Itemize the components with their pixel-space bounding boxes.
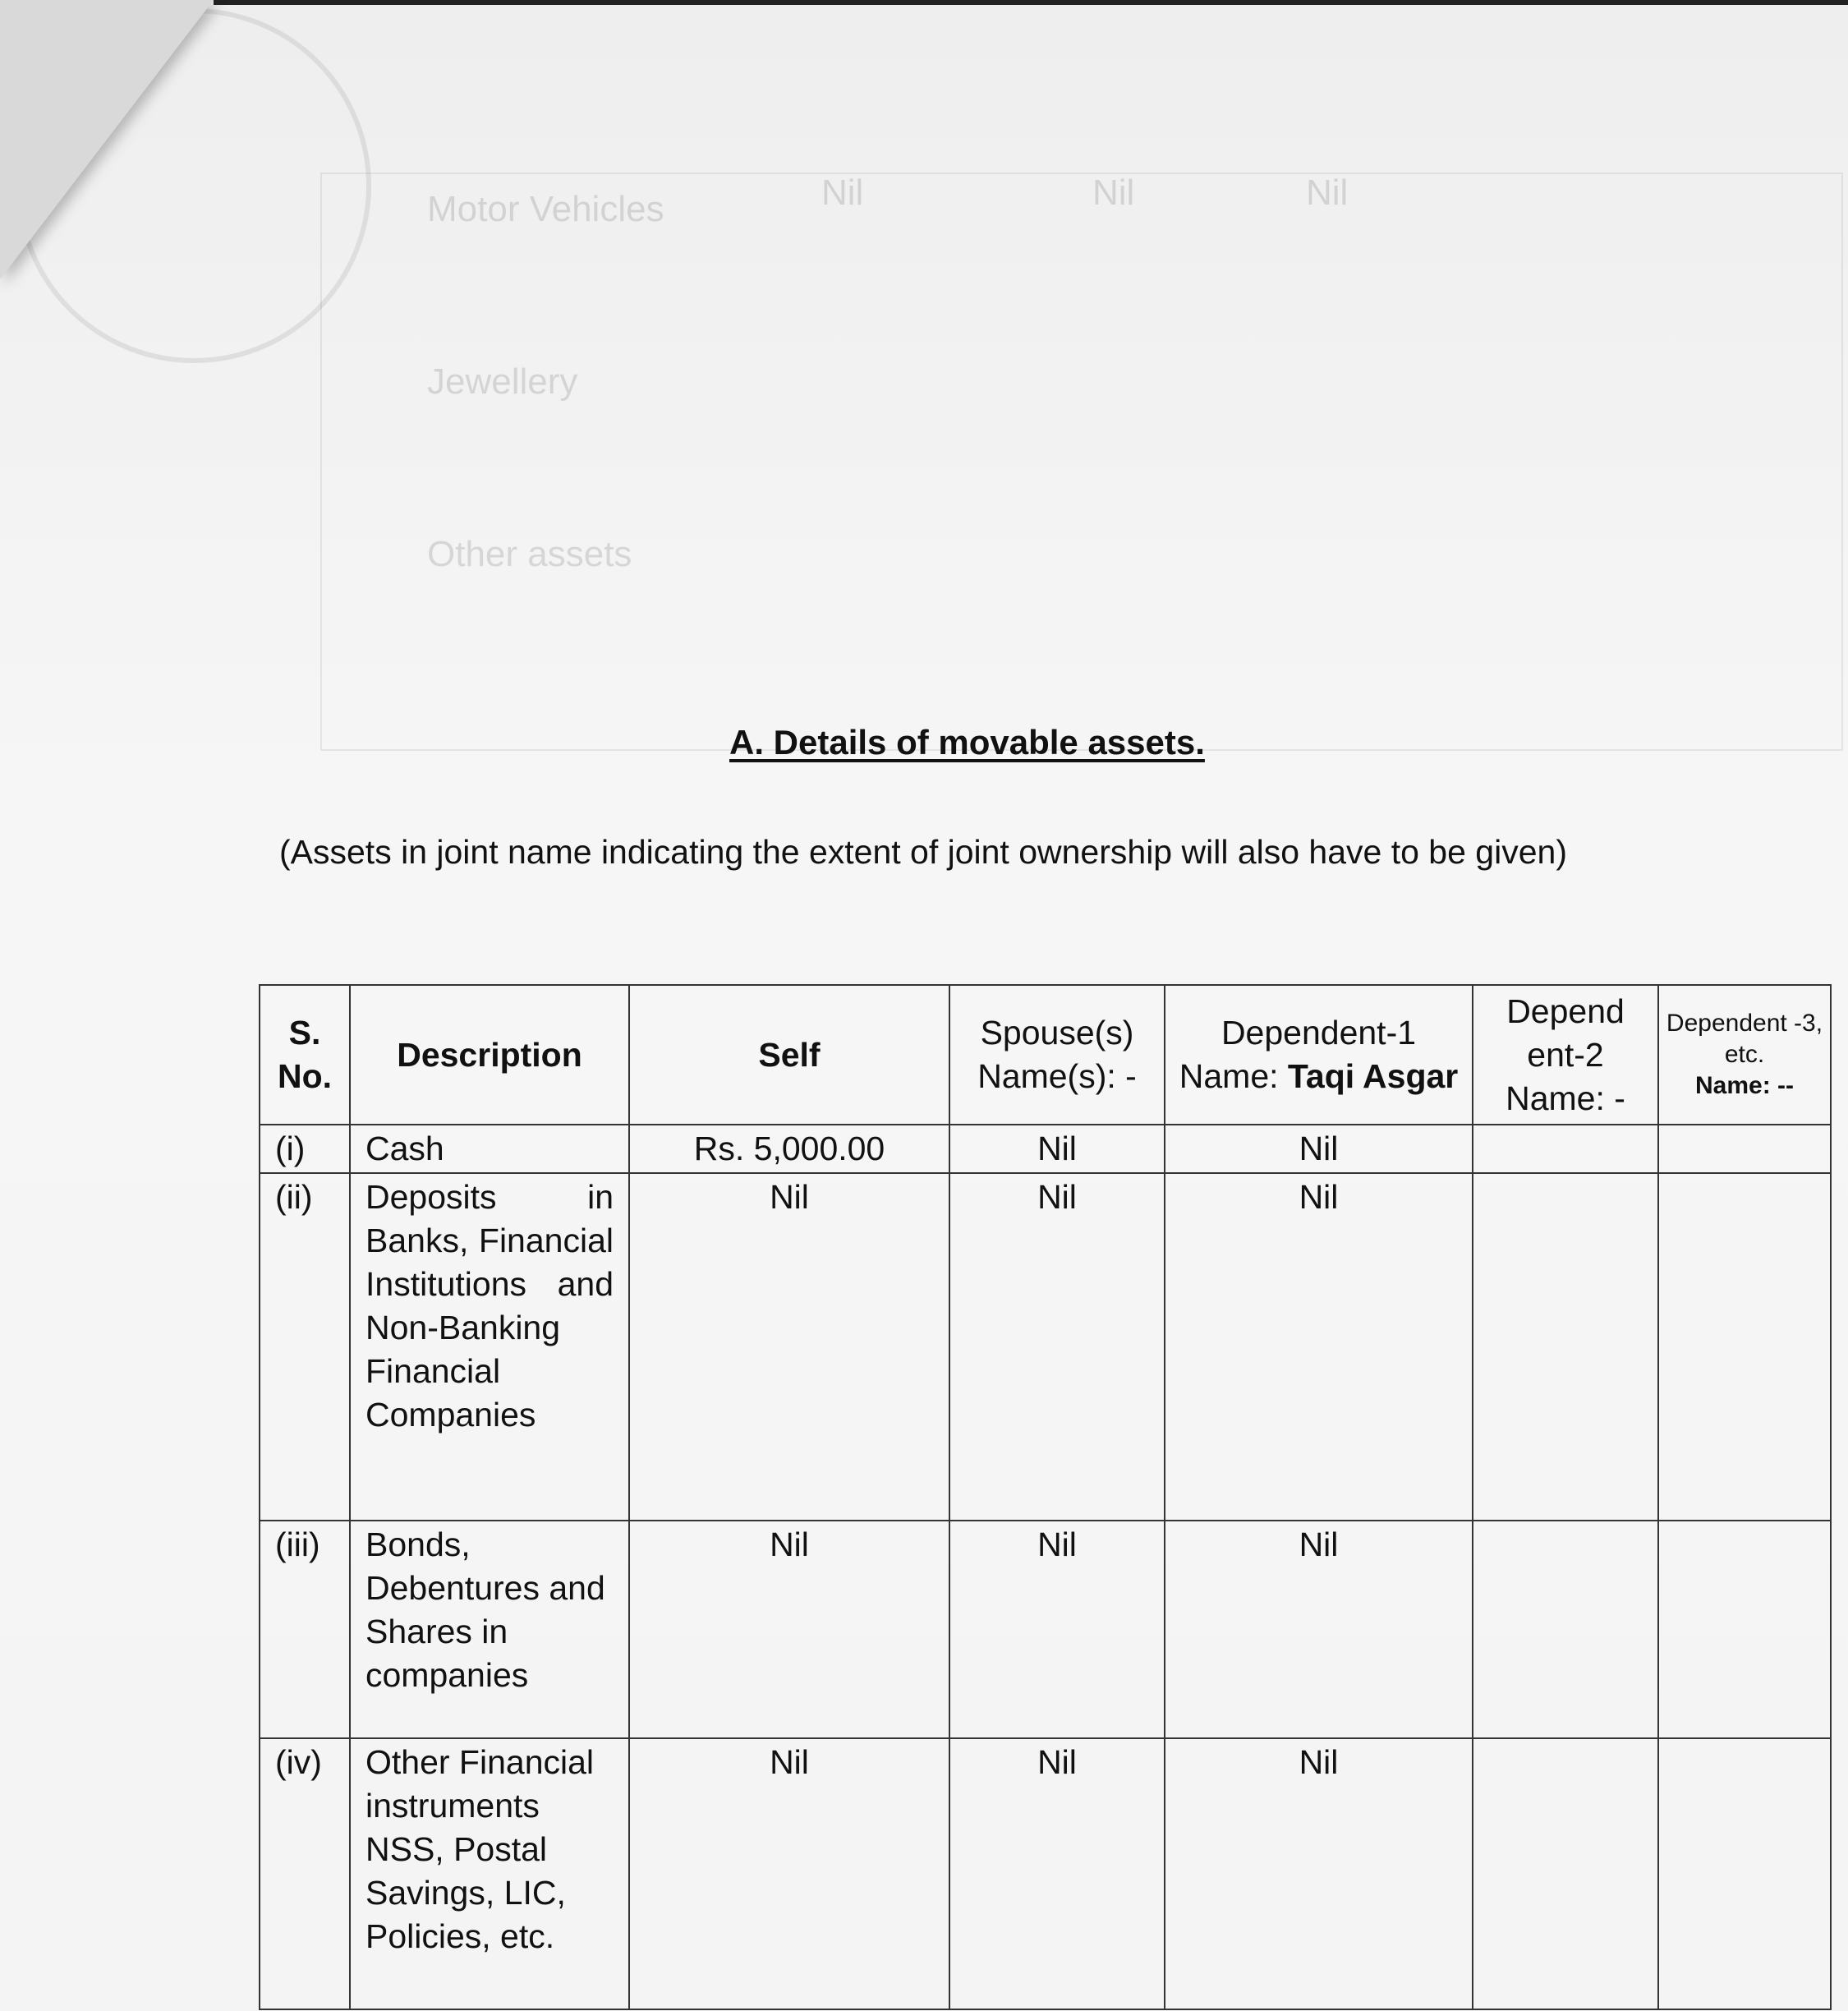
table-row: [260, 1738, 1831, 2009]
section-title: A. Details of movable assets.: [729, 723, 1205, 762]
row-self: Rs. 5,000.00: [629, 1125, 949, 1173]
row-spouse: Nil: [949, 1738, 1165, 2009]
header-dependent-3-label: Dependent -3, etc.: [1666, 1010, 1823, 1068]
bleed-through-text: Motor Vehicles: [427, 189, 664, 229]
row-spouse: Nil: [949, 1521, 1165, 1738]
row-spouse: Nil: [949, 1125, 1165, 1173]
bleed-through-text: Other assets: [427, 534, 632, 574]
header-dependent-1: [1165, 985, 1473, 1125]
row-dependent-1: Nil: [1165, 1738, 1473, 2009]
header-sno: S. No.: [260, 985, 350, 1125]
joint-ownership-note: (Assets in joint name indicating the extent of joint ownership will also have to be given): [279, 833, 1567, 871]
row-dependent-3: [1658, 1521, 1831, 1738]
row-spouse: Nil: [949, 1173, 1165, 1521]
row-description: Deposits in Banks, Financial Institutions and Non-Banking Financial Companies: [350, 1173, 629, 1521]
row-dependent-2: [1473, 1521, 1658, 1738]
header-dependent-2: Depend ent-2 Name: -: [1473, 985, 1658, 1125]
row-sno: (iv): [260, 1738, 350, 2009]
row-dependent-3: [1658, 1738, 1831, 2009]
bleed-through-text: Nil: [1092, 173, 1135, 213]
row-sno: (iii): [260, 1521, 350, 1738]
header-spouse: Spouse(s) Name(s): -: [949, 985, 1165, 1125]
table-header-row: [260, 985, 1831, 1125]
header-dependent-3: [1658, 985, 1831, 1125]
table-row: [260, 1173, 1831, 1521]
row-self: Nil: [629, 1738, 949, 2009]
row-description: Bonds, Debentures and Shares in companies: [350, 1521, 629, 1738]
row-dependent-3: [1658, 1125, 1831, 1173]
row-dependent-2: [1473, 1738, 1658, 2009]
header-dependent-1-name: Taqi Asgar: [1287, 1057, 1459, 1095]
page-top-edge: [214, 0, 1848, 5]
row-dependent-2: [1473, 1125, 1658, 1173]
row-dependent-2: [1473, 1173, 1658, 1521]
row-sno: (ii): [260, 1173, 350, 1521]
row-description: Other Financial instruments NSS, Postal Savings, LIC, Policies, etc.: [350, 1738, 629, 2009]
header-dependent-1-label: Dependent-1 Name:: [1179, 1014, 1417, 1095]
bleed-through-text: Jewellery: [427, 361, 578, 402]
header-description: Description: [350, 985, 629, 1125]
row-dependent-3: [1658, 1173, 1831, 1521]
page-curl: [0, 0, 214, 279]
table-row: [260, 1521, 1831, 1738]
row-sno: (i): [260, 1125, 350, 1173]
table-row: [260, 1125, 1831, 1173]
row-description: Cash: [350, 1125, 629, 1173]
row-dependent-1: Nil: [1165, 1521, 1473, 1738]
bleed-through-text: Nil: [1306, 173, 1349, 213]
bleed-through-table: [320, 173, 1843, 751]
row-dependent-1: Nil: [1165, 1173, 1473, 1521]
row-self: Nil: [629, 1521, 949, 1738]
row-dependent-1: Nil: [1165, 1125, 1473, 1173]
header-self: Self: [629, 985, 949, 1125]
movable-assets-table: [259, 984, 1832, 2010]
header-dependent-3-name: Name: --: [1694, 1072, 1794, 1099]
row-self: Nil: [629, 1173, 949, 1521]
bleed-through-text: Nil: [821, 173, 864, 213]
